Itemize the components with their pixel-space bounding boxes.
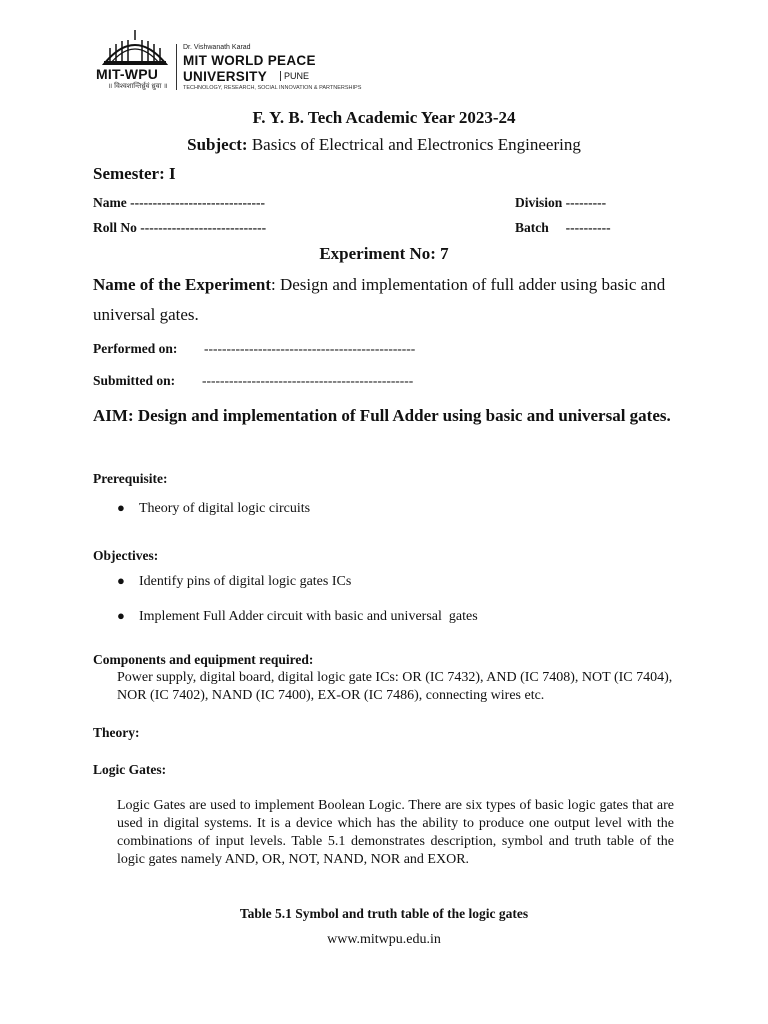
bullet-icon: ● [117, 573, 125, 588]
brand-tagline: ॥ विश्वशान्तिर्ध्रुवं ध्रुवा ॥ [108, 83, 168, 90]
list-item: ● Implement Full Adder circuit with basic and universal gates [117, 608, 478, 624]
experiment-name-value: : Design and implementation of full adder using basic and universal gates. [93, 275, 666, 324]
experiment-name [93, 270, 693, 330]
semester: Semester: I [93, 164, 176, 183]
bullet-icon: ● [117, 500, 125, 515]
theory-heading: Theory: [93, 725, 140, 740]
submitted-label: Submitted on: [93, 373, 176, 388]
batch-field: Batch ---------- [515, 220, 611, 235]
performed-label: Performed on: [93, 341, 178, 356]
university-tagline: TECHNOLOGY, RESEARCH, SOCIAL INNOVATION & PARTNERSHIPS [183, 85, 362, 91]
components-heading: Components and equipment required: [93, 652, 314, 667]
brand-short: MIT-WPU [96, 66, 159, 82]
submitted-value: ----------------------------------------------- [202, 373, 414, 388]
founder-name: Dr. Vishwanath Karad [183, 44, 251, 51]
university-name-line1: MIT WORLD PEACE [183, 53, 316, 68]
list-item: ● Theory of digital logic circuits [117, 500, 311, 516]
list-item: ● Identify pins of digital logic gates ICs [117, 573, 352, 589]
roll-field: Roll No ---------------------------- [93, 220, 267, 235]
prerequisite-heading: Prerequisite: [93, 471, 168, 486]
division-field: Division --------- [515, 195, 607, 210]
university-name-line2: UNIVERSITY [183, 69, 268, 84]
subject-value: Basics of Electrical and Electronics Engineering [247, 135, 581, 154]
document-title: F. Y. B. Tech Academic Year 2023-24 [252, 108, 516, 127]
table-caption: Table 5.1 Symbol and truth table of the logic gates [239, 906, 529, 921]
theory-paragraph: Logic Gates are used to implement Boolean Logic. There are six types of basic logic gates that are used in digital systems. It is a device which has the ability to produce one output level with the combinations of input levels. Table 5.1 demonstrates description, symbol and truth table of the logic gates namely AND, OR, NOT, NAND, NOR and EXOR. [117, 798, 674, 867]
university-city: PUNE [280, 71, 309, 81]
logic-gates-heading: Logic Gates: [93, 762, 167, 777]
bullet-icon: ● [117, 608, 125, 623]
subject-line [0, 135, 768, 155]
aim: AIM: Design and implementation of Full Adder using basic and universal gates. [93, 406, 671, 425]
footer-url[interactable]: www.mitwpu.edu.in [327, 932, 441, 947]
experiment-number: Experiment No: 7 [319, 244, 449, 263]
logo-divider [176, 44, 177, 90]
experiment-name-label: Name of the Experiment [93, 275, 271, 294]
components-text: Power supply, digital board, digital logic gate ICs: OR (IC 7432), AND (IC 7408), NOT (IC 7404), NOR (IC 7402), NAND (IC 7400), EX-OR (IC 7486), connecting wires etc. [117, 670, 673, 703]
subject-label: Subject: [187, 135, 248, 154]
name-field: Name ------------------------------ [93, 195, 265, 210]
objectives-heading: Objectives: [93, 548, 159, 563]
university-logo [96, 28, 362, 98]
performed-value: ----------------------------------------------- [204, 341, 416, 356]
